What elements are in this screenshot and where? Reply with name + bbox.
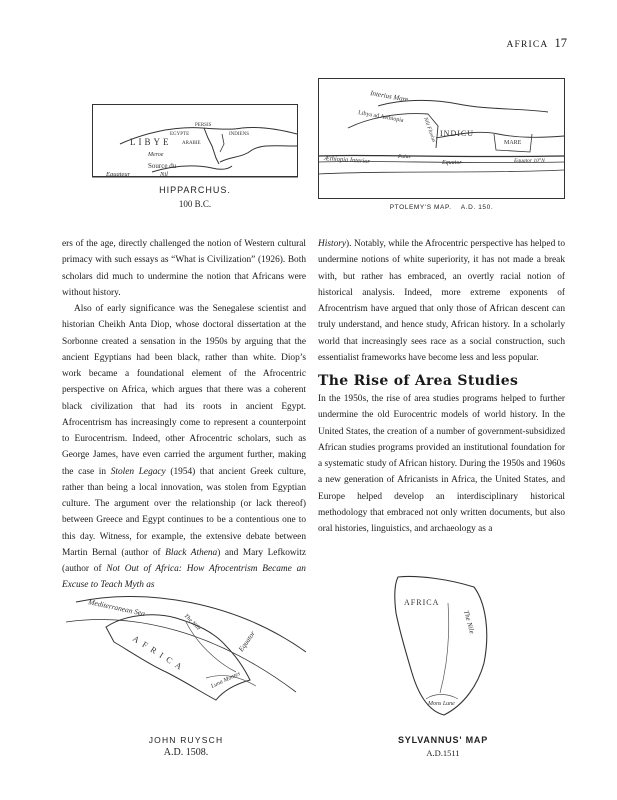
paragraph: History). Notably, while the Afrocentric perspective has helped to undermine notions of white superiority, it has not made a break with, but rather has embraced, an overtly racial notion of historical analysis. Indeed, more extreme exponents of Afrocentrism have argued that only those of African descent can truly understand, and hence study, African history. In a scholarly world that increasingly sees race as a social construction, such essentialist frameworks have become less and less popular. <box>318 239 565 363</box>
map-label: LIBYE <box>130 137 172 147</box>
ruysch-map <box>66 582 306 722</box>
map-label: Equator 10°N <box>514 158 545 164</box>
ptolemy-map <box>318 78 565 200</box>
map-label: Source du <box>148 162 177 170</box>
paragraph: ers of the age, directly challenged the notion of Western cultural primacy with such essays as “What is Civilization” (1926). Both scholars did much to undermine the notion that Africans were without history. <box>62 239 306 298</box>
map-label: AFRICA <box>404 598 440 607</box>
caption-date: A.D. 1508. <box>163 747 209 758</box>
ptolemy-caption: PTOLEMY'S MAP. A.D. 150. <box>389 204 494 211</box>
hipparchus-caption <box>92 185 298 209</box>
map-label: Equator <box>237 629 257 654</box>
paragraph: Also of early significance was the Senegalese scientist and historian Cheikh Anta Diop, whose doctoral dissertation at the Sorbonne created a sensation in the 1950s by arguing that the ancient Egyptians had been black, rather than white. Diop’s work became a foundational element of the Afrocentric perspective on Africa, which argues that there was a coherent black civilization that had its roots in ancient Egypt. Afrocentrism has increasingly come to represent a counterpoint to Eurocentrism. Indeed, other Afrocentric scholars, such as George James, have even carried the argument further, making the case in Stolen Legacy (1954) that ancient Greek culture, rather than being a local innovation, was stolen from Egyptian culture. The argument over the relationship (or lack thereof) between Greece and Egypt continues to be a contentious one to this day. Witness, for example, the extensive debate between Martin Bernal (author of Black Athena) and Mary Lefkowitz (author of Not Out of Africa: How Afrocentrism Became an Excuse to Teach Myth as <box>62 304 306 591</box>
book-title: Stolen Legacy <box>110 466 166 477</box>
ruysch-caption <box>66 735 306 758</box>
map-label: PERSIS <box>195 123 212 128</box>
map-label: Nil <box>160 171 168 178</box>
map-label: Mediterranean Sea <box>87 597 146 618</box>
map-label: Interius Mare <box>369 89 409 104</box>
map-label: The Nile <box>462 609 476 635</box>
page-number: 17 <box>554 36 567 50</box>
hipparchus-map <box>92 104 298 182</box>
map-label: INDICU <box>440 129 474 138</box>
caption-title: JOHN RUYSCH <box>148 735 224 745</box>
map-label: Equateur <box>106 171 131 178</box>
map-label: Meroe <box>148 152 164 158</box>
book-title: Black Athena <box>165 547 218 558</box>
section-title: AFRICA <box>506 40 549 50</box>
sylvannus-map <box>378 573 508 723</box>
map-label: Luna Montes <box>210 671 242 690</box>
map-label: AFRICA <box>130 633 189 675</box>
map-label: EGYPTE <box>170 132 190 137</box>
running-head <box>506 36 567 51</box>
map-label: Nili Fluvius <box>422 116 437 144</box>
map-label: ARABIE <box>182 141 201 146</box>
sylvannus-caption <box>378 735 508 758</box>
book-title: History <box>318 239 347 249</box>
section-heading: The Rise of Area Studies <box>318 373 519 389</box>
caption-date: 100 B.C. <box>178 199 212 209</box>
caption-title: SYLVANNUS' MAP <box>397 735 488 745</box>
map-label: Mons Lune <box>428 701 455 707</box>
map-label: The Nile <box>182 613 202 632</box>
book-title: Not Out of Africa: How Afrocentrism Became an Excuse to Teach Myth as <box>62 564 306 591</box>
left-column <box>62 236 306 594</box>
right-column <box>318 236 565 537</box>
map-label: MARE <box>504 140 522 146</box>
paragraph: In the 1950s, the rise of area studies programs helped to further undermine the old Eurocentric models of world history. In the United States, the creation of a number of government-subsidized African studies programs provided an institutional foundation for a systematic study of African history. During the 1950s and 1960s a new generation of Africanists in Africa, the United States, and Europe helped develop an interdisciplinary historical methodology that embraced not only written documents, but also oral histories, linguistics, and archaeology as a <box>318 394 565 534</box>
map-label: Æthiopia Interior <box>323 155 371 166</box>
map-label: INDIENS <box>229 132 249 137</box>
map-label: Libya ad Aethiopia <box>357 110 404 124</box>
map-label: Palus <box>398 154 411 160</box>
caption-title: HIPPARCHUS. <box>159 185 231 195</box>
caption-date: A.D.1511 <box>426 748 460 758</box>
map-label: Equator <box>442 160 462 166</box>
